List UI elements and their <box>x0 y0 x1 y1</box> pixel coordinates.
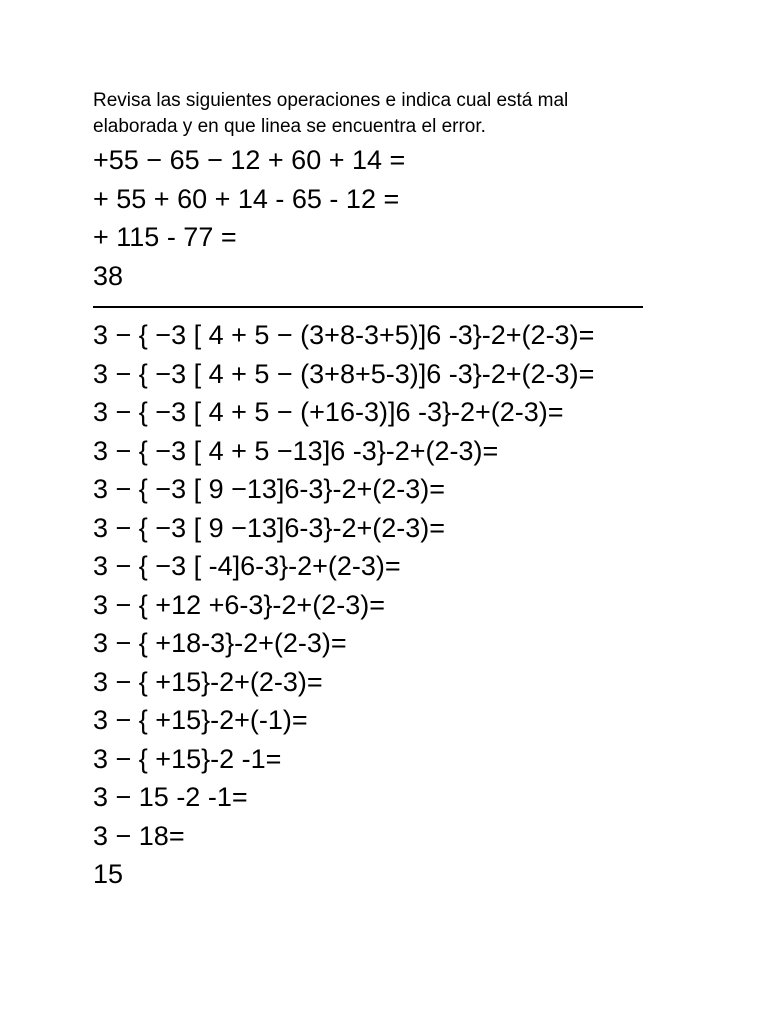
problem-2-line: 3 − { −3 [ 9 −13]6-3}-2+(2-3)= <box>93 512 446 543</box>
problem-2-line: 3 − { +15}-2+(2-3)= <box>93 666 323 697</box>
problem-1-result: 38 <box>93 260 124 291</box>
problem-1 <box>93 141 733 295</box>
instructions <box>93 88 733 140</box>
problem-2 <box>93 316 733 894</box>
problem-2-line: 3 − { −3 [ 4 + 5 − (+16-3)]6 -3}-2+(2-3)= <box>93 397 564 427</box>
problem-1-line: + 55 + 60 + 14 - 65 - 12 = <box>93 183 400 214</box>
divider-line <box>93 306 643 308</box>
problem-2-line: 3 − { +15}-2+(-1)= <box>93 705 308 735</box>
instructions-line-1: Revisa las siguientes operaciones e indica cual está mal <box>93 90 569 111</box>
problem-2-line: 3 − 15 -2 -1= <box>93 782 248 812</box>
problem-2-result: 15 <box>93 859 124 889</box>
problem-2-line: 3 − { −3 [ -4]6-3}-2+(2-3)= <box>93 551 401 581</box>
problem-2-line: 3 − { +12 +6-3}-2+(2-3)= <box>93 589 385 620</box>
problem-2-line: 3 − { +18-3}-2+(2-3)= <box>93 628 347 658</box>
problem-1-line: + 115 - 77 = <box>93 222 237 252</box>
problem-1-line: +55 − 65 − 12 + 60 + 14 = <box>93 145 406 175</box>
problem-2-line: 3 − { −3 [ 4 + 5 − (3+8+5-3)]6 -3}-2+(2-3)= <box>93 358 595 389</box>
problem-2-line: 3 − 18= <box>93 820 185 851</box>
instructions-line-2: elaborada y en que linea se encuentra el error. <box>93 116 486 137</box>
problem-2-line: 3 − { +15}-2 -1= <box>93 743 282 774</box>
problem-2-line: 3 − { −3 [ 9 −13]6-3}-2+(2-3)= <box>93 474 446 504</box>
problem-2-line: 3 − { −3 [ 4 + 5 −13]6 -3}-2+(2-3)= <box>93 435 499 466</box>
worksheet-page <box>93 88 733 894</box>
problem-2-line: 3 − { −3 [ 4 + 5 − (3+8-3+5)]6 -3}-2+(2-3)= <box>93 320 595 350</box>
